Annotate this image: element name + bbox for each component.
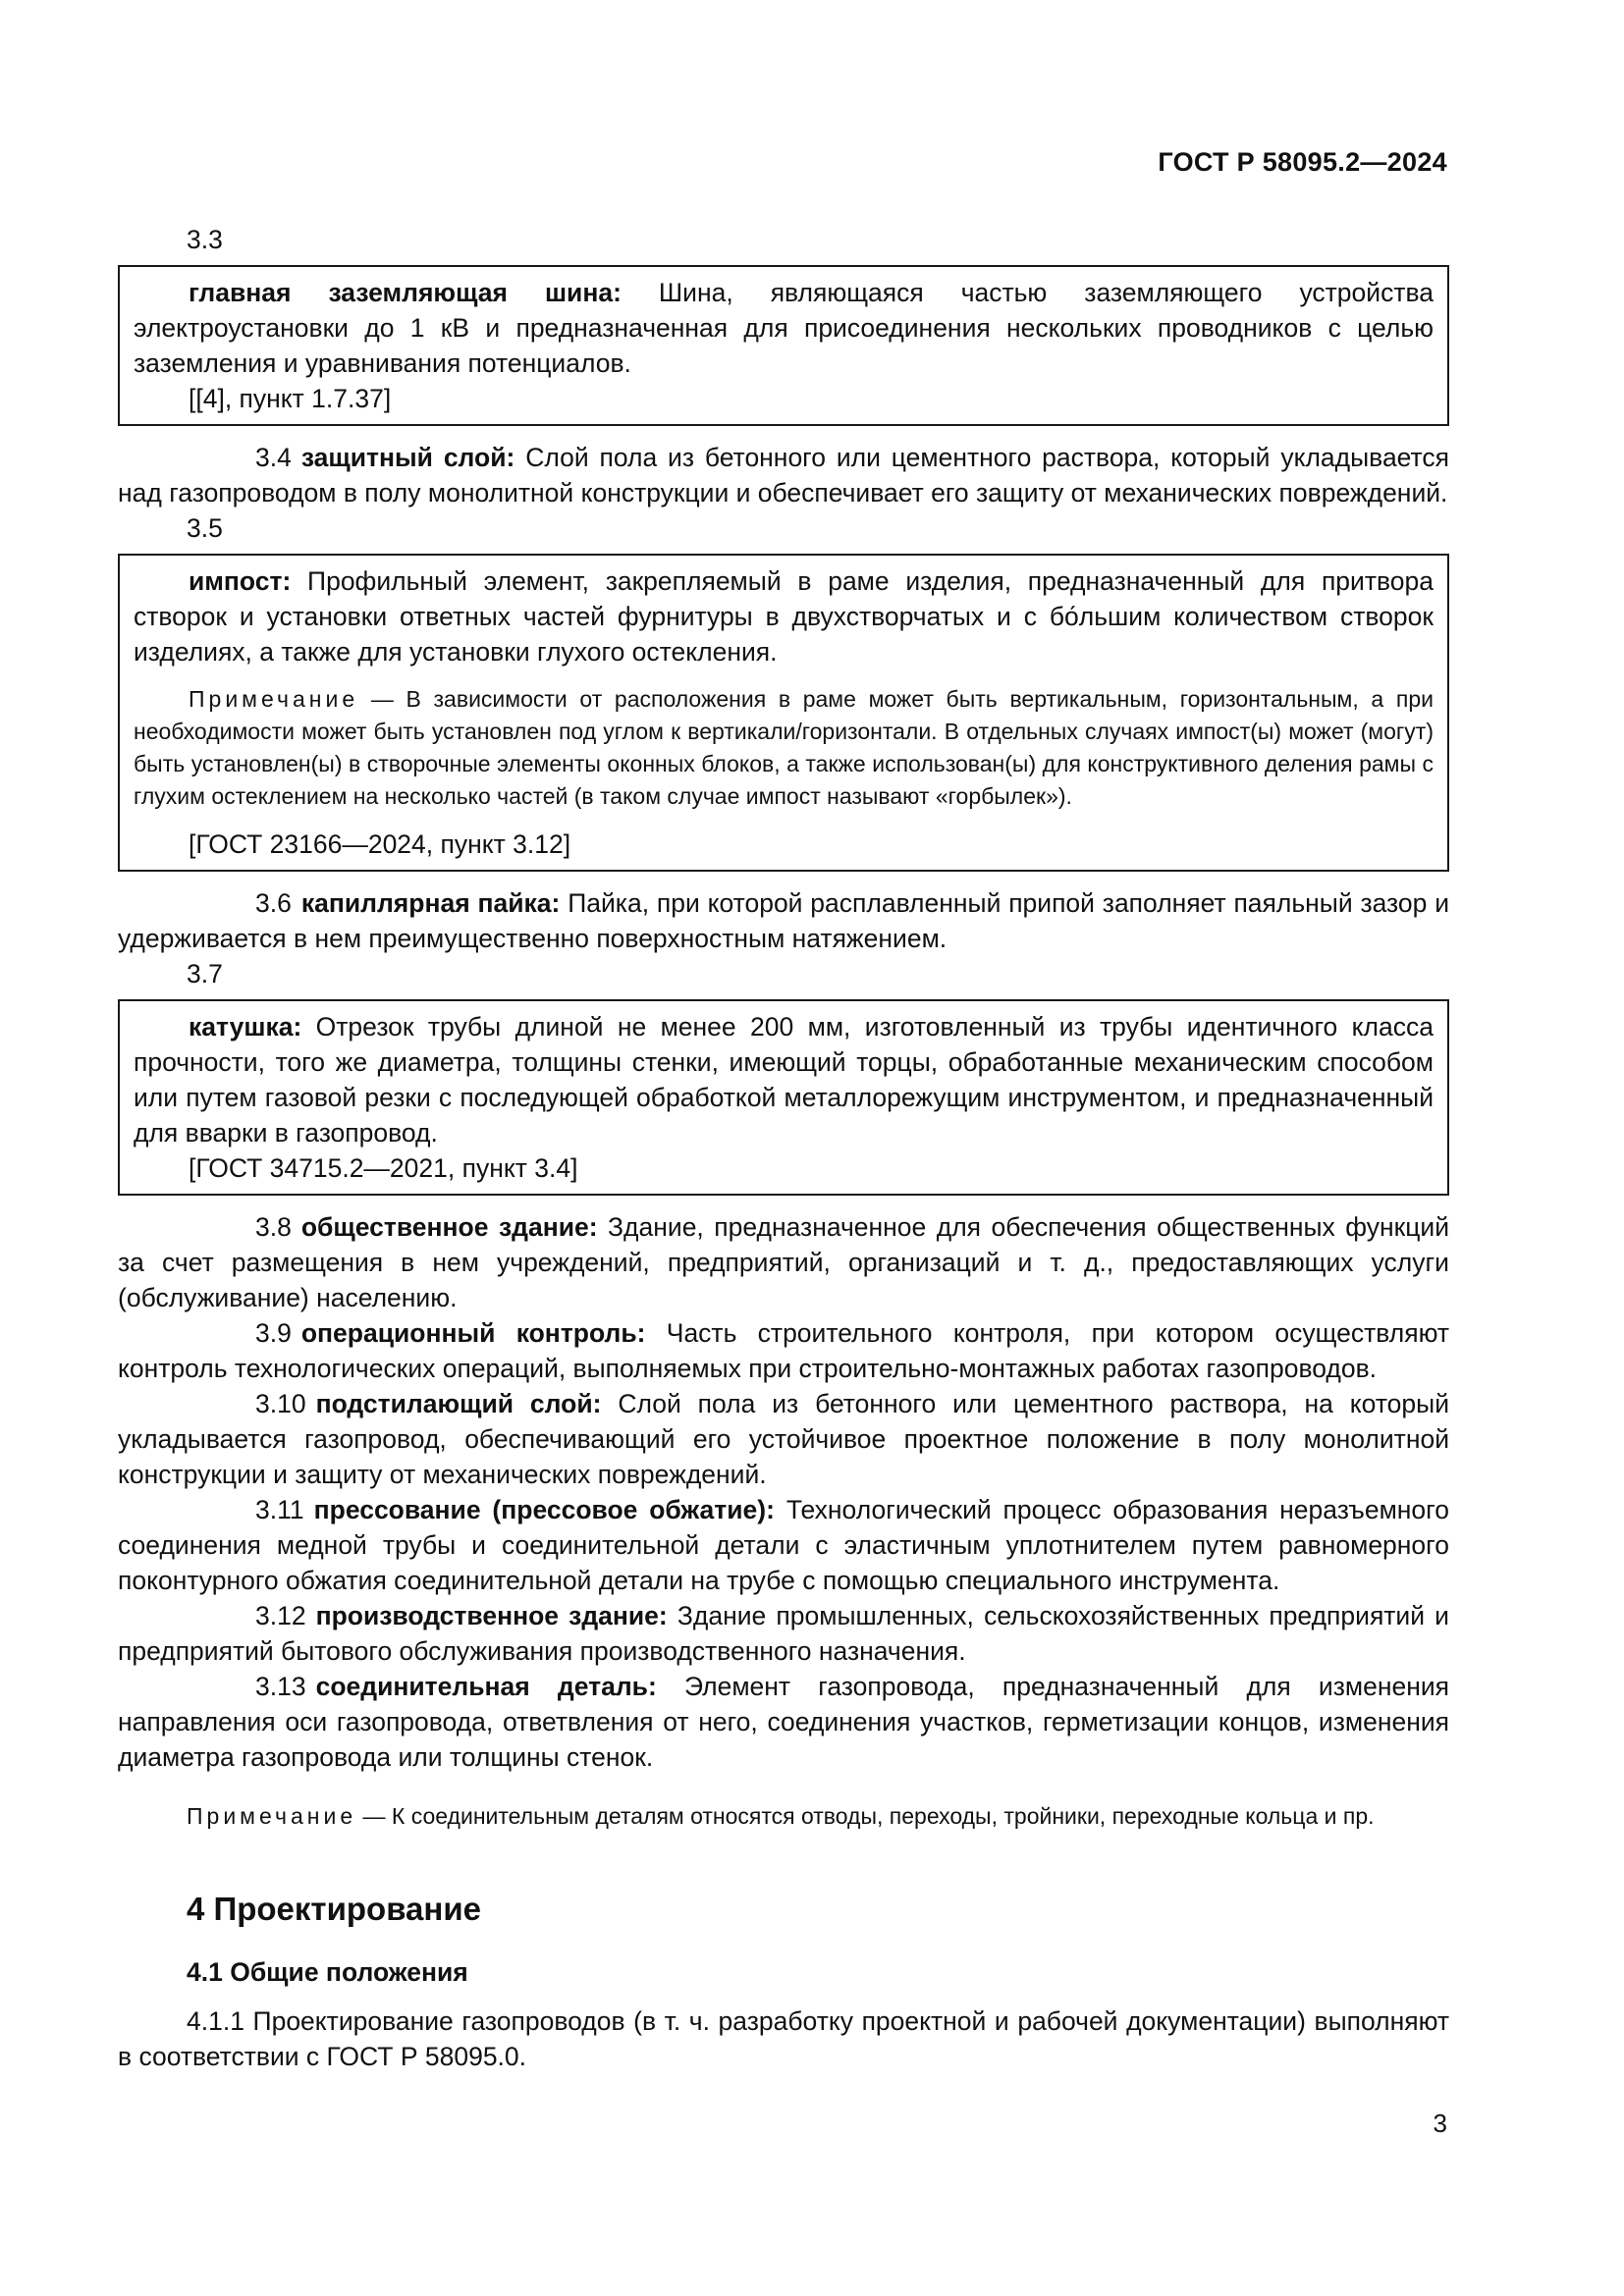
term-3-6-definition: Пайка, при которой расплавленный припой заполняет паяльный зазор и удерживается в нем преимущественно поверхностным натяжением. xyxy=(118,888,1450,953)
term-3-11-name: прессование (прессовое обжатие): xyxy=(313,1495,775,1524)
term-3-7-definition: Отрезок трубы длиной не менее 200 мм, изготовленный из трубы идентичного класса прочности, того же диаметра, толщины стенки, имеющий торцы, обработанные механическим способом или путем газовой резки с последующей обработкой металлорежущим инструментом, и предназначенный для вварки в газопровод. xyxy=(134,1012,1434,1148)
term-number-3-10: 3.10 xyxy=(255,1389,306,1418)
term-number-3-8: 3.8 xyxy=(255,1212,292,1242)
term-3-3-name: главная заземляющая шина: xyxy=(189,278,622,307)
subsection-4-1-title: 4.1 Общие положения xyxy=(187,1957,468,1987)
term-3-5-note-text: — В зависимости от расположения в раме может быть вертикальным, горизонтальным, а при необходимости может быть установлен под углом к вертикали/горизонтали. В отдельных случаях импост(ы) может (могут) быть установлен(ы) в створочные элементы оконных блоков, а также использован(ы) для конструктивного деления рамы с глухим остеклением на несколько частей (в таком случае импост называют «горбылек»). xyxy=(134,686,1434,809)
term-3-5 xyxy=(134,563,1434,669)
term-3-12-name: производственное здание: xyxy=(315,1601,668,1630)
paragraph-4-1-1: 4.1.1 Проектирование газопроводов (в т. ч. разработку проектной и рабочей документации) выполняют в соответствии с ГОСТ Р 58095.0. xyxy=(118,2006,1449,2071)
term-3-4 xyxy=(118,440,1449,510)
term-3-10 xyxy=(118,1386,1449,1492)
term-3-13-name: соединительная деталь: xyxy=(315,1672,657,1701)
term-3-4-definition: Слой пола из бетонного или цементного раствора, который укладывается над газопроводом в полу монолитной конструкции и обеспечивает его защиту от механических повреждений. xyxy=(118,443,1449,507)
term-3-7-reference: [ГОСТ 34715.2—2021, пункт 3.4] xyxy=(189,1153,578,1183)
term-3-8 xyxy=(118,1209,1449,1315)
term-3-5-reference: [ГОСТ 23166—2024, пункт 3.12] xyxy=(189,829,571,859)
term-3-6-name: капиллярная пайка: xyxy=(300,888,561,918)
term-3-11 xyxy=(118,1492,1449,1598)
term-3-5-note xyxy=(134,683,1434,813)
term-3-13-note xyxy=(118,1800,1449,1833)
term-number-3-13: 3.13 xyxy=(255,1672,306,1701)
term-box-3-3 xyxy=(118,265,1449,426)
term-3-7-name: катушка: xyxy=(189,1012,302,1041)
term-3-10-name: подстилающий слой: xyxy=(315,1389,602,1418)
term-3-3-definition: Шина, являющаяся частью заземляющего устройства электроустановки до 1 кВ и предназначенная для присоединения нескольких проводников с целью заземления и уравнивания потенциалов. xyxy=(134,278,1434,378)
term-number-3-6: 3.6 xyxy=(255,888,292,918)
term-3-6 xyxy=(118,885,1449,956)
term-3-4-name: защитный слой: xyxy=(300,443,515,472)
term-3-9-name: операционный контроль: xyxy=(300,1318,646,1348)
term-number-3-11: 3.11 xyxy=(255,1495,304,1524)
term-3-13-definition: Элемент газопровода, предназначенный для изменения направления оси газопровода, ответвления от него, соединения участков, герметизации концов, изменения диаметра газопровода или толщины стенок. xyxy=(118,1672,1449,1772)
term-3-13-note-text: — К соединительным деталям относятся отводы, переходы, тройники, переходные кольца и пр. xyxy=(356,1803,1375,1829)
term-3-11-definition: Технологический процесс образования неразъемного соединения медной трубы и соединительной детали с эластичным уплотнителем путем равномерного поконтурного обжатия соединительной детали на трубе с помощью специального инструмента. xyxy=(118,1495,1449,1595)
term-3-12-definition: Здание промышленных, сельскохозяйственных предприятий и предприятий бытового обслуживания производственного назначения. xyxy=(118,1601,1449,1666)
term-number-3-5: 3.5 xyxy=(187,513,223,543)
term-number-3-3: 3.3 xyxy=(187,225,223,254)
term-3-3 xyxy=(134,275,1434,381)
term-3-13 xyxy=(118,1669,1449,1775)
term-box-3-5 xyxy=(118,554,1449,872)
term-3-3-reference: [[4], пункт 1.7.37] xyxy=(189,384,392,413)
term-3-5-name: импост: xyxy=(189,566,292,596)
term-number-3-4: 3.4 xyxy=(255,443,292,472)
term-3-9-definition: Часть строительного контроля, при котором осуществляют контроль технологических операций, выполняемых при строительно-монтажных работах газопроводов. xyxy=(118,1318,1449,1383)
page-number: 3 xyxy=(1433,2109,1447,2138)
term-3-12 xyxy=(118,1598,1449,1669)
term-number-3-7: 3.7 xyxy=(187,959,223,988)
term-3-7 xyxy=(134,1009,1434,1150)
note-label: Примечание xyxy=(189,686,359,712)
term-3-8-definition: Здание, предназначенное для обеспечения общественных функций за счет размещения в нем учреждений, предприятий, организаций и т. д., предоставляющих услуги (обслуживание) населению. xyxy=(118,1212,1450,1312)
document-code: ГОСТ Р 58095.2—2024 xyxy=(1158,147,1447,177)
note-label: Примечание xyxy=(187,1803,357,1829)
page-content xyxy=(118,222,1449,2074)
term-3-9 xyxy=(118,1315,1449,1386)
term-3-5-definition: Профильный элемент, закрепляемый в раме изделия, предназначенный для притвора створок и установки ответных частей фурнитуры в двухстворчатых и с бо́льшим количеством створок изделиях, а также для установки глухого остекления. xyxy=(134,566,1434,667)
section-4-title: 4 Проектирование xyxy=(187,1891,481,1927)
term-number-3-9: 3.9 xyxy=(255,1318,292,1348)
term-3-10-definition: Слой пола из бетонного или цементного раствора, на который укладывается газопровод, обеспечивающий его устойчивое проектное положение в полу монолитной конструкции и защиту от механических повреждений. xyxy=(118,1389,1450,1489)
term-3-8-name: общественное здание: xyxy=(300,1212,598,1242)
term-number-3-12: 3.12 xyxy=(255,1601,306,1630)
term-box-3-7 xyxy=(118,999,1449,1196)
